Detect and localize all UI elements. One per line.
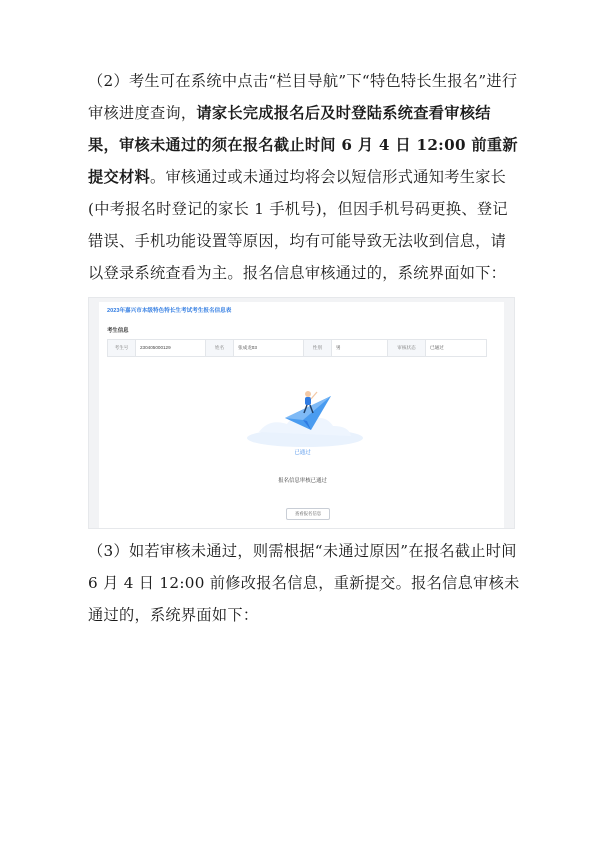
field-value-review-status: 已通过 bbox=[430, 345, 444, 350]
section-label: 考生信息 bbox=[107, 328, 129, 334]
field-value-gender: 男 bbox=[332, 340, 388, 356]
field-label-gender: 性别 bbox=[304, 340, 332, 356]
field-label-exam-id: 考生号 bbox=[108, 340, 136, 356]
field-label-name: 姓名 bbox=[206, 340, 234, 356]
paragraph-instructions-2: （3）如若审核未通过，则需根据“未通过原因”在报名截止时间 6 月 4 日 12:00 前修改报名信息，重新提交。报名信息审核未通过的，系统界面如下： bbox=[88, 542, 520, 624]
approved-message: 报名信息审核已通过 bbox=[278, 478, 327, 484]
status-approved-text: 已通过 bbox=[294, 450, 311, 456]
field-label-review-status: 审核状态 bbox=[388, 340, 426, 356]
screenshot-header bbox=[99, 302, 504, 321]
paper-plane-illustration bbox=[99, 320, 506, 529]
field-value-exam-id: 230405000129 bbox=[136, 340, 206, 356]
paragraph-instructions-1 bbox=[88, 65, 520, 289]
view-registration-button[interactable]: 查看报名信息 bbox=[286, 508, 330, 520]
person-head bbox=[305, 391, 311, 397]
paragraph1-bold-notice: 请家长完成报名后及时登陆系统查看审核结果，审核未通过的须在报名截止时间 6 月 4 日 12:00 前重新提交材料 bbox=[88, 104, 518, 186]
person-body bbox=[305, 397, 311, 405]
approved-status-screenshot bbox=[88, 297, 515, 529]
field-value-name: 张成龙03 bbox=[234, 340, 304, 356]
paragraph1-rest: 。审核通过或未通过均将会以短信形式通知考生家长(中考报名时登记的家长 1 手机号)，但因手机号码更换、登记错误、手机功能设置等原因，均有可能导致无法收到信息，请以登录系统查看为主。报名信息审核通过的，系统界面如下： bbox=[88, 168, 508, 282]
person-arm bbox=[311, 392, 317, 399]
paragraph1-intro: （2）考生可在系统中点击“栏目导航”下“特色特长生报名”进行审核进度查询， bbox=[88, 72, 518, 122]
screenshot-title: 2023年嘉兴市本级特色特长生考试考生报名信息表 bbox=[107, 308, 232, 314]
screenshot-body bbox=[99, 320, 504, 528]
